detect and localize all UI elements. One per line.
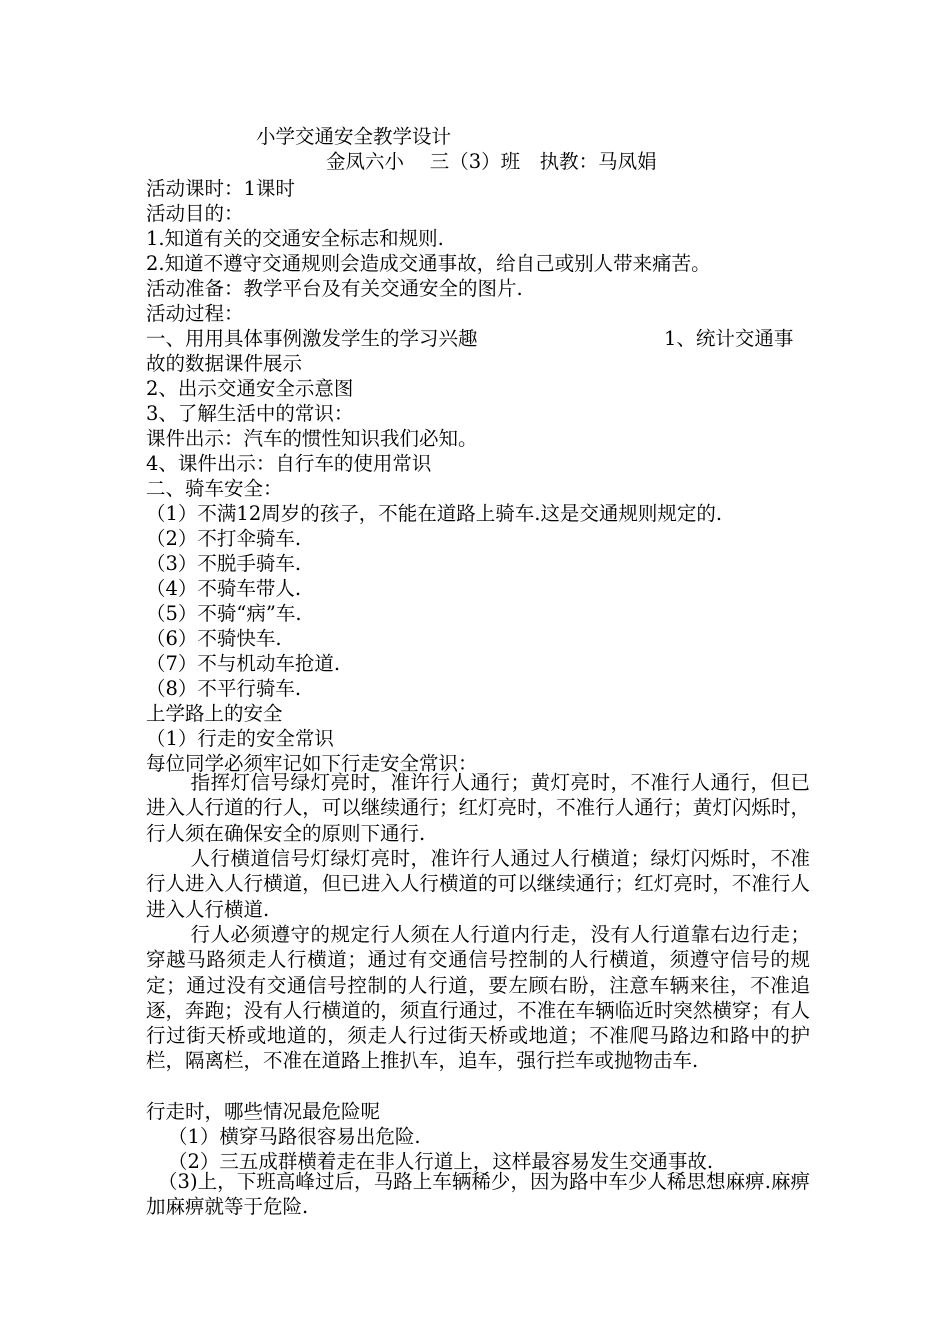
paragraph-text: 指挥灯信号绿灯亮时，准许行人通行；黄灯亮时，不准行人通行，但已进入人行道的行人，可以继续通行；红灯亮时，不准行人通行；黄灯闪烁时，行人须在确保安全的原则下通行. — [146, 771, 810, 845]
doc-subtitle: 金凤六小 三（3）班 执教：马凤娟 — [326, 150, 657, 173]
text-line: （5）不骑“病”车. — [146, 602, 302, 625]
danger-item: （2）三五成群横着走在非人行道上，这样最容易发生交通事故. — [168, 1150, 714, 1173]
text-line: （4）不骑车带人. — [146, 577, 302, 600]
text-line: （7）不与机动车抢道. — [146, 652, 341, 675]
text-line: （6）不骑快车. — [146, 627, 282, 650]
text-line: 2、出示交通安全示意图 — [146, 377, 354, 400]
text-line: 2.知道不遵守交通规则会造成交通事故，给自己或别人带来痛苦。 — [146, 252, 711, 275]
doc-title: 小学交通安全教学设计 — [256, 125, 452, 148]
text-line: 1.知道有关的交通安全标志和规则. — [146, 227, 444, 250]
text-line: 活动准备：教学平台及有关交通安全的图片. — [146, 277, 523, 300]
text-line: 活动过程： — [146, 302, 244, 325]
paragraph-text: 行人必须遵守的规定行人须在人行道内行走，没有人行道靠右边行走；穿越马路须走人行横道；通过有交通信号控制的人行横道，须遵守信号的规定；通过没有交通信号控制的人行道，要左顾右盼，注意车辆来往，不准追逐，奔跑；没有人行横道的，须直行通过，不准在车辆临近时突然横穿；有人行过街天桥或地道的，须走人行过街天桥或地道；不准爬马路边和路中的护栏，隔离栏，不准在道路上推扒车，追车，强行拦车或抛物击车. — [146, 923, 810, 1073]
text-line: 活动课时：1课时 — [146, 177, 295, 200]
paragraph — [146, 770, 810, 846]
text-line: 4、课件出示：自行车的使用常识 — [146, 452, 432, 475]
text-line: 课件出示：汽车的惯性知识我们必知。 — [146, 427, 478, 450]
danger-heading: 行走时，哪些情况最危险呢 — [146, 1100, 381, 1123]
text-line: 每位同学必须牢记如下行走安全常识： — [146, 752, 478, 775]
text-line: 二、骑车安全： — [146, 477, 283, 500]
text-line: 3、了解生活中的常识： — [146, 402, 354, 425]
danger-item: （3)上，下班高峰过后，马路上车辆稀少，因为路中车少人稀思想麻痹.麻痹加麻痹就等于危险. — [146, 1170, 810, 1219]
paragraph — [146, 846, 810, 922]
text-line: （3）不脱手骑车. — [146, 552, 302, 575]
text-line: （2）不打伞骑车. — [146, 527, 302, 550]
text-line: （1）不满12周岁的孩子，不能在道路上骑车.这是交通规则规定的. — [146, 502, 723, 525]
text-line: （8）不平行骑车. — [146, 677, 302, 700]
text-line: 上学路上的安全 — [146, 702, 283, 725]
paragraph — [146, 922, 810, 1074]
danger-item: （1）横穿马路很容易出危险. — [168, 1125, 421, 1148]
text-line: （1）行走的安全常识 — [146, 727, 334, 750]
text-line: 活动目的： — [146, 202, 244, 225]
text-line: 一、用用具体事例激发学生的学习兴趣 — [146, 327, 478, 350]
text-line: 故的数据课件展示 — [146, 352, 303, 375]
text-line: 1、统计交通事 — [664, 327, 794, 350]
paragraph-text: 人行横道信号灯绿灯亮时，准许行人通过人行横道；绿灯闪烁时，不准行人进入人行横道，但已进入人行横道的可以继续通行；红灯亮时，不准行人进入人行横道. — [146, 847, 810, 921]
